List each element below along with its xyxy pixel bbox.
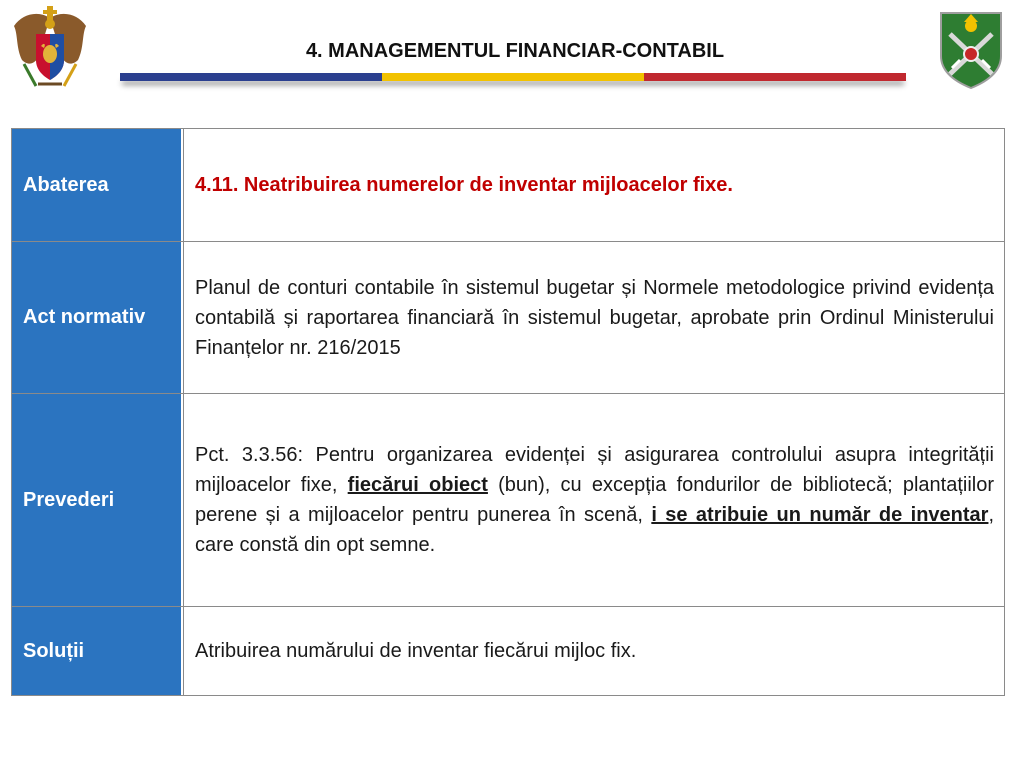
table-row-prevederi bbox=[12, 394, 1004, 607]
divider-red bbox=[644, 73, 906, 81]
provisions-part-2: (bun), cu excepția fondurilor de bibliotecă; plantațiilor perene și a mijloacelor pentru punerea în scenă, bbox=[195, 474, 994, 526]
row-value bbox=[183, 607, 1004, 695]
divider-blue bbox=[120, 73, 382, 81]
row-value bbox=[183, 242, 1004, 393]
row-value bbox=[183, 394, 1004, 606]
row-label: Prevederi bbox=[12, 394, 183, 606]
provisions-emphasis-2: i se atribuie un număr de inventar bbox=[651, 504, 989, 526]
military-emblem-icon bbox=[938, 10, 1004, 90]
divider-yellow bbox=[382, 73, 644, 81]
solutions-text: Atribuirea numărului de inventar fiecărui mijloc fix. bbox=[195, 640, 637, 662]
table-row-solutii bbox=[12, 607, 1004, 695]
row-label: Soluții bbox=[12, 607, 183, 695]
normative-act-text: Planul de conturi contabile în sistemul bugetar și Normele metodologice privind evidența contabilă și raportarea financiară în sistemul bugetar, aprobate prin Ordinul Ministerului Finanțelor nr. 216/2015 bbox=[195, 276, 994, 359]
table-row-act-normativ bbox=[12, 242, 1004, 394]
row-label: Act normativ bbox=[12, 242, 183, 393]
tricolor-divider bbox=[120, 73, 906, 81]
provisions-part-1: Pct. 3.3.56: Pentru organizarea evidenței și asigurarea controlului asupra integrității mijloacelor fixe, bbox=[195, 444, 994, 496]
page-title: 4. MANAGEMENTUL FINANCIAR-CONTABIL bbox=[305, 40, 725, 62]
findings-table bbox=[11, 128, 1005, 696]
provisions-part-3: , care constă din opt semne. bbox=[195, 504, 995, 556]
provisions-text bbox=[195, 440, 994, 560]
deviation-text: 4.11. Neatribuirea numerelor de inventar mijloacelor fixe. bbox=[195, 174, 733, 196]
row-label: Abaterea bbox=[12, 129, 183, 241]
row-value bbox=[183, 129, 1004, 241]
moldova-coat-of-arms-icon bbox=[8, 4, 92, 96]
table-row-abaterea bbox=[12, 129, 1004, 242]
provisions-emphasis-1: fiecărui obiect bbox=[347, 474, 488, 496]
